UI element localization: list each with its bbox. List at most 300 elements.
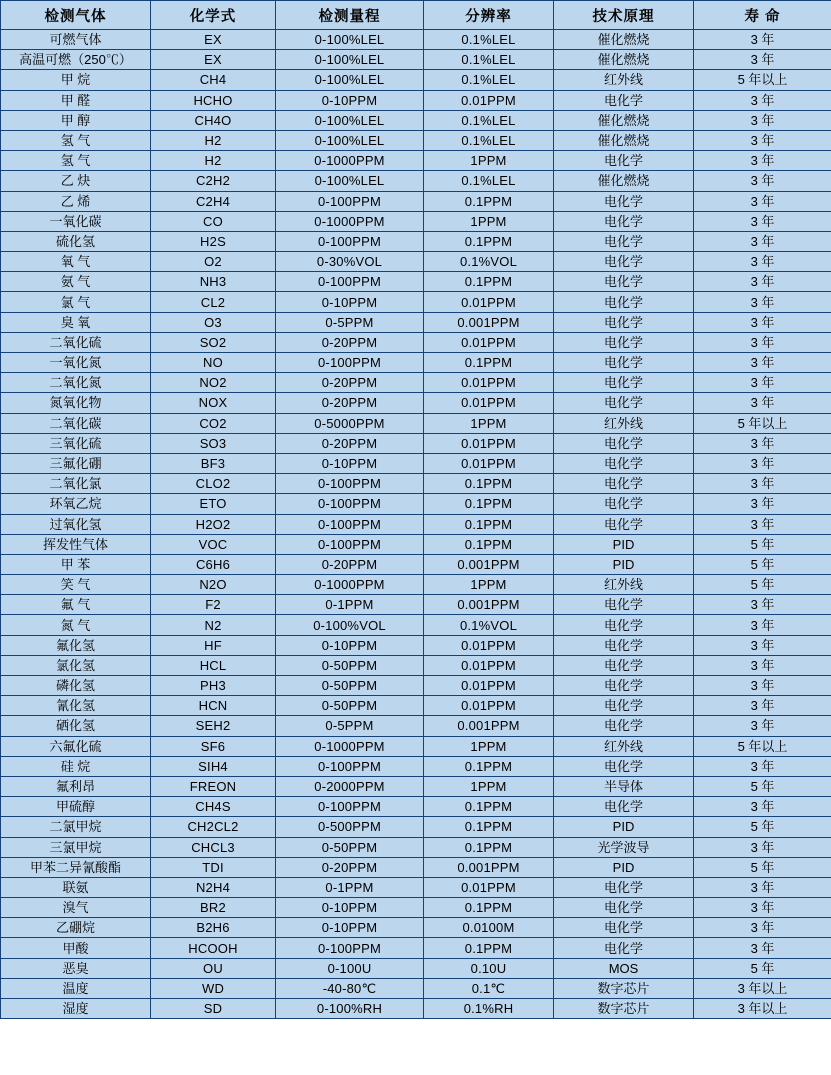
cell-lifetime: 3 年 [694, 191, 831, 211]
cell-lifetime: 3 年 [694, 50, 831, 70]
cell-chemical-formula: SO3 [151, 433, 276, 453]
cell-technical-principle: 电化学 [554, 756, 694, 776]
cell-chemical-formula: TDI [151, 857, 276, 877]
cell-resolution: 0.01PPM [424, 433, 554, 453]
cell-lifetime: 3 年 [694, 332, 831, 352]
cell-technical-principle: 电化学 [554, 514, 694, 534]
cell-resolution: 0.01PPM [424, 676, 554, 696]
cell-gas-name: 氧 气 [1, 252, 151, 272]
cell-resolution: 0.1%LEL [424, 70, 554, 90]
cell-chemical-formula: SEH2 [151, 716, 276, 736]
table-row [1, 292, 831, 312]
cell-lifetime: 3 年以上 [694, 999, 831, 1019]
cell-resolution: 0.1%VOL [424, 252, 554, 272]
cell-chemical-formula: EX [151, 50, 276, 70]
cell-detection-range: 0-100PPM [276, 353, 424, 373]
cell-lifetime: 3 年 [694, 877, 831, 897]
table-row [1, 393, 831, 413]
table-row [1, 797, 831, 817]
cell-gas-name: 甲苯二异氰酸酯 [1, 857, 151, 877]
table-row [1, 857, 831, 877]
cell-gas-name: 一氧化碳 [1, 211, 151, 231]
table-row [1, 312, 831, 332]
cell-gas-name: 乙 炔 [1, 171, 151, 191]
cell-chemical-formula: WD [151, 978, 276, 998]
cell-gas-name: 溴气 [1, 898, 151, 918]
cell-lifetime: 3 年 [694, 312, 831, 332]
cell-resolution: 0.1PPM [424, 514, 554, 534]
cell-technical-principle: 电化学 [554, 474, 694, 494]
cell-lifetime: 3 年 [694, 716, 831, 736]
cell-lifetime: 3 年 [694, 393, 831, 413]
cell-gas-name: 三氯甲烷 [1, 837, 151, 857]
cell-technical-principle: 数字芯片 [554, 999, 694, 1019]
cell-resolution: 0.01PPM [424, 877, 554, 897]
table-row [1, 171, 831, 191]
cell-chemical-formula: CL2 [151, 292, 276, 312]
table-row [1, 534, 831, 554]
cell-detection-range: 0-100U [276, 958, 424, 978]
cell-gas-name: 乙硼烷 [1, 918, 151, 938]
cell-detection-range: 0-100PPM [276, 474, 424, 494]
cell-detection-range: 0-1000PPM [276, 736, 424, 756]
cell-chemical-formula: BR2 [151, 898, 276, 918]
cell-technical-principle: 红外线 [554, 736, 694, 756]
table-row [1, 30, 831, 50]
cell-resolution: 0.1PPM [424, 494, 554, 514]
table-row [1, 938, 831, 958]
cell-detection-range: 0-20PPM [276, 554, 424, 574]
cell-lifetime: 3 年 [694, 595, 831, 615]
table-row [1, 575, 831, 595]
cell-resolution: 1PPM [424, 151, 554, 171]
cell-technical-principle: 电化学 [554, 252, 694, 272]
cell-chemical-formula: NO [151, 353, 276, 373]
cell-lifetime: 5 年以上 [694, 413, 831, 433]
cell-chemical-formula: O3 [151, 312, 276, 332]
cell-detection-range: 0-10PPM [276, 453, 424, 473]
table-row [1, 595, 831, 615]
cell-lifetime: 3 年 [694, 252, 831, 272]
cell-resolution: 0.001PPM [424, 857, 554, 877]
cell-detection-range: 0-10PPM [276, 90, 424, 110]
cell-resolution: 0.10U [424, 958, 554, 978]
cell-gas-name: 二氧化氮 [1, 373, 151, 393]
cell-chemical-formula: PH3 [151, 676, 276, 696]
cell-gas-name: 乙 烯 [1, 191, 151, 211]
cell-resolution: 0.1PPM [424, 898, 554, 918]
cell-lifetime: 3 年 [694, 90, 831, 110]
cell-gas-name: 甲 醛 [1, 90, 151, 110]
table-row [1, 110, 831, 130]
cell-resolution: 1PPM [424, 736, 554, 756]
cell-gas-name: 硒化氢 [1, 716, 151, 736]
cell-gas-name: 氟利昂 [1, 776, 151, 796]
cell-lifetime: 3 年 [694, 292, 831, 312]
cell-detection-range: 0-100%LEL [276, 50, 424, 70]
table-row [1, 50, 831, 70]
cell-detection-range: 0-100PPM [276, 514, 424, 534]
cell-resolution: 0.001PPM [424, 312, 554, 332]
cell-chemical-formula: FREON [151, 776, 276, 796]
cell-detection-range: 0-100PPM [276, 494, 424, 514]
cell-chemical-formula: C2H2 [151, 171, 276, 191]
table-row [1, 655, 831, 675]
cell-resolution: 0.01PPM [424, 373, 554, 393]
cell-chemical-formula: SO2 [151, 332, 276, 352]
table-row [1, 231, 831, 251]
cell-gas-name: 笑 气 [1, 575, 151, 595]
cell-resolution: 0.1%LEL [424, 30, 554, 50]
cell-detection-range: 0-20PPM [276, 857, 424, 877]
cell-chemical-formula: CH4S [151, 797, 276, 817]
cell-chemical-formula: CHCL3 [151, 837, 276, 857]
cell-gas-name: 甲硫醇 [1, 797, 151, 817]
cell-chemical-formula: HCL [151, 655, 276, 675]
cell-lifetime: 3 年 [694, 898, 831, 918]
cell-detection-range: 0-5PPM [276, 716, 424, 736]
cell-chemical-formula: CO [151, 211, 276, 231]
cell-detection-range: 0-100%LEL [276, 171, 424, 191]
table-row [1, 453, 831, 473]
cell-gas-name: 氰化氢 [1, 696, 151, 716]
cell-detection-range: 0-50PPM [276, 655, 424, 675]
table-row [1, 898, 831, 918]
table-body [1, 30, 831, 1019]
cell-chemical-formula: NOX [151, 393, 276, 413]
table-row [1, 413, 831, 433]
cell-resolution: 0.1PPM [424, 231, 554, 251]
column-header-principle: 技术原理 [554, 1, 694, 30]
cell-technical-principle: 电化学 [554, 90, 694, 110]
cell-technical-principle: 电化学 [554, 151, 694, 171]
cell-chemical-formula: EX [151, 30, 276, 50]
cell-lifetime: 3 年 [694, 453, 831, 473]
table-row [1, 494, 831, 514]
cell-technical-principle: 电化学 [554, 494, 694, 514]
cell-technical-principle: 数字芯片 [554, 978, 694, 998]
cell-lifetime: 3 年 [694, 615, 831, 635]
cell-lifetime: 5 年 [694, 817, 831, 837]
cell-technical-principle: 电化学 [554, 332, 694, 352]
cell-gas-name: 高温可燃（250℃） [1, 50, 151, 70]
cell-lifetime: 3 年 [694, 837, 831, 857]
cell-technical-principle: 电化学 [554, 312, 694, 332]
cell-chemical-formula: ETO [151, 494, 276, 514]
cell-resolution: 0.1%LEL [424, 50, 554, 70]
cell-gas-name: 氯化氢 [1, 655, 151, 675]
table-row [1, 373, 831, 393]
cell-technical-principle: 电化学 [554, 373, 694, 393]
column-header-range: 检测量程 [276, 1, 424, 30]
cell-technical-principle: 电化学 [554, 615, 694, 635]
cell-technical-principle: 光学波导 [554, 837, 694, 857]
cell-gas-name: 甲 烷 [1, 70, 151, 90]
cell-detection-range: 0-50PPM [276, 676, 424, 696]
cell-chemical-formula: N2O [151, 575, 276, 595]
cell-chemical-formula: BF3 [151, 453, 276, 473]
cell-gas-name: 环氧乙烷 [1, 494, 151, 514]
table-row [1, 776, 831, 796]
cell-lifetime: 3 年 [694, 655, 831, 675]
cell-chemical-formula: H2 [151, 130, 276, 150]
cell-gas-name: 一氧化氮 [1, 353, 151, 373]
cell-detection-range: 0-20PPM [276, 393, 424, 413]
cell-technical-principle: PID [554, 554, 694, 574]
cell-lifetime: 3 年 [694, 171, 831, 191]
cell-gas-name: 恶臭 [1, 958, 151, 978]
cell-lifetime: 3 年 [694, 474, 831, 494]
table-row [1, 353, 831, 373]
cell-gas-name: 三氟化硼 [1, 453, 151, 473]
cell-resolution: 0.1℃ [424, 978, 554, 998]
cell-technical-principle: 催化燃烧 [554, 50, 694, 70]
cell-gas-name: 氮 气 [1, 615, 151, 635]
cell-gas-name: 过氧化氢 [1, 514, 151, 534]
cell-resolution: 0.01PPM [424, 90, 554, 110]
cell-resolution: 0.1%LEL [424, 130, 554, 150]
table-row [1, 615, 831, 635]
cell-detection-range: 0-100PPM [276, 797, 424, 817]
table-row [1, 676, 831, 696]
cell-technical-principle: 电化学 [554, 696, 694, 716]
table-row [1, 211, 831, 231]
cell-lifetime: 3 年 [694, 514, 831, 534]
cell-technical-principle: 电化学 [554, 211, 694, 231]
cell-resolution: 0.1%RH [424, 999, 554, 1019]
cell-lifetime: 3 年 [694, 635, 831, 655]
table-row [1, 554, 831, 574]
cell-technical-principle: 电化学 [554, 655, 694, 675]
cell-detection-range: 0-50PPM [276, 696, 424, 716]
cell-chemical-formula: SIH4 [151, 756, 276, 776]
cell-detection-range: 0-5PPM [276, 312, 424, 332]
column-header-formula: 化学式 [151, 1, 276, 30]
cell-gas-name: 二氧化硫 [1, 332, 151, 352]
cell-resolution: 0.1PPM [424, 837, 554, 857]
cell-technical-principle: 电化学 [554, 292, 694, 312]
cell-gas-name: 可燃气体 [1, 30, 151, 50]
table-row [1, 70, 831, 90]
cell-technical-principle: MOS [554, 958, 694, 978]
cell-technical-principle: 电化学 [554, 393, 694, 413]
table-row [1, 696, 831, 716]
cell-chemical-formula: C2H4 [151, 191, 276, 211]
cell-lifetime: 3 年 [694, 231, 831, 251]
column-header-lifetime: 寿 命 [694, 1, 831, 30]
cell-resolution: 0.0100M [424, 918, 554, 938]
cell-gas-name: 联氨 [1, 877, 151, 897]
cell-lifetime: 5 年 [694, 857, 831, 877]
cell-technical-principle: 电化学 [554, 453, 694, 473]
cell-detection-range: 0-100%RH [276, 999, 424, 1019]
cell-gas-name: 硫化氢 [1, 231, 151, 251]
cell-resolution: 0.1%LEL [424, 110, 554, 130]
cell-chemical-formula: CH2CL2 [151, 817, 276, 837]
table-row [1, 918, 831, 938]
cell-chemical-formula: VOC [151, 534, 276, 554]
cell-gas-name: 臭 氧 [1, 312, 151, 332]
cell-detection-range: 0-100%LEL [276, 130, 424, 150]
table-row [1, 90, 831, 110]
cell-resolution: 0.1PPM [424, 534, 554, 554]
cell-chemical-formula: NO2 [151, 373, 276, 393]
table-row [1, 191, 831, 211]
cell-gas-name: 二氯甲烷 [1, 817, 151, 837]
table-row [1, 716, 831, 736]
cell-chemical-formula: CH4 [151, 70, 276, 90]
cell-chemical-formula: F2 [151, 595, 276, 615]
cell-chemical-formula: NH3 [151, 272, 276, 292]
cell-technical-principle: 电化学 [554, 898, 694, 918]
cell-resolution: 0.001PPM [424, 554, 554, 574]
cell-detection-range: 0-100PPM [276, 938, 424, 958]
cell-chemical-formula: CO2 [151, 413, 276, 433]
cell-detection-range: 0-100PPM [276, 231, 424, 251]
cell-gas-name: 温度 [1, 978, 151, 998]
cell-lifetime: 5 年 [694, 534, 831, 554]
cell-detection-range: 0-100PPM [276, 191, 424, 211]
cell-lifetime: 3 年 [694, 130, 831, 150]
cell-detection-range: 0-50PPM [276, 837, 424, 857]
cell-technical-principle: 电化学 [554, 877, 694, 897]
cell-technical-principle: 电化学 [554, 191, 694, 211]
cell-technical-principle: PID [554, 534, 694, 554]
cell-lifetime: 3 年 [694, 918, 831, 938]
cell-gas-name: 六氟化硫 [1, 736, 151, 756]
cell-technical-principle: 红外线 [554, 575, 694, 595]
cell-lifetime: 3 年 [694, 353, 831, 373]
cell-technical-principle: 红外线 [554, 413, 694, 433]
table-row [1, 514, 831, 534]
cell-detection-range: -40-80℃ [276, 978, 424, 998]
table-row [1, 252, 831, 272]
cell-lifetime: 3 年 [694, 676, 831, 696]
cell-resolution: 0.001PPM [424, 595, 554, 615]
cell-detection-range: 0-20PPM [276, 433, 424, 453]
cell-technical-principle: 催化燃烧 [554, 30, 694, 50]
table-row [1, 817, 831, 837]
cell-technical-principle: 电化学 [554, 231, 694, 251]
cell-resolution: 0.1%LEL [424, 171, 554, 191]
cell-chemical-formula: O2 [151, 252, 276, 272]
cell-gas-name: 二氧化氯 [1, 474, 151, 494]
cell-gas-name: 湿度 [1, 999, 151, 1019]
column-header-resolution: 分辨率 [424, 1, 554, 30]
cell-lifetime: 3 年 [694, 696, 831, 716]
cell-lifetime: 3 年 [694, 110, 831, 130]
cell-detection-range: 0-20PPM [276, 373, 424, 393]
cell-resolution: 0.01PPM [424, 635, 554, 655]
cell-gas-name: 氟化氢 [1, 635, 151, 655]
cell-lifetime: 3 年 [694, 373, 831, 393]
cell-gas-name: 甲 苯 [1, 554, 151, 574]
cell-detection-range: 0-500PPM [276, 817, 424, 837]
cell-lifetime: 3 年以上 [694, 978, 831, 998]
table-row [1, 877, 831, 897]
cell-technical-principle: 催化燃烧 [554, 110, 694, 130]
table-row [1, 332, 831, 352]
cell-gas-name: 磷化氢 [1, 676, 151, 696]
cell-chemical-formula: H2O2 [151, 514, 276, 534]
cell-technical-principle: PID [554, 817, 694, 837]
cell-technical-principle: 电化学 [554, 716, 694, 736]
cell-resolution: 0.01PPM [424, 655, 554, 675]
cell-resolution: 1PPM [424, 211, 554, 231]
cell-gas-name: 硅 烷 [1, 756, 151, 776]
cell-resolution: 0.1PPM [424, 353, 554, 373]
cell-technical-principle: 电化学 [554, 938, 694, 958]
cell-lifetime: 3 年 [694, 151, 831, 171]
cell-lifetime: 5 年 [694, 554, 831, 574]
cell-detection-range: 0-2000PPM [276, 776, 424, 796]
cell-detection-range: 0-20PPM [276, 332, 424, 352]
cell-chemical-formula: HCHO [151, 90, 276, 110]
cell-resolution: 0.1PPM [424, 938, 554, 958]
cell-chemical-formula: HF [151, 635, 276, 655]
cell-technical-principle: 电化学 [554, 353, 694, 373]
cell-resolution: 0.1PPM [424, 191, 554, 211]
cell-technical-principle: PID [554, 857, 694, 877]
cell-detection-range: 0-100%LEL [276, 110, 424, 130]
cell-technical-principle: 电化学 [554, 797, 694, 817]
cell-technical-principle: 电化学 [554, 595, 694, 615]
table-row [1, 635, 831, 655]
cell-technical-principle: 催化燃烧 [554, 130, 694, 150]
column-header-gas: 检测气体 [1, 1, 151, 30]
cell-chemical-formula: SD [151, 999, 276, 1019]
cell-chemical-formula: CLO2 [151, 474, 276, 494]
cell-lifetime: 3 年 [694, 272, 831, 292]
cell-technical-principle: 电化学 [554, 676, 694, 696]
cell-resolution: 0.01PPM [424, 453, 554, 473]
table-header-row [1, 1, 831, 30]
cell-technical-principle: 电化学 [554, 272, 694, 292]
cell-lifetime: 3 年 [694, 938, 831, 958]
cell-resolution: 0.1PPM [424, 797, 554, 817]
cell-technical-principle: 电化学 [554, 918, 694, 938]
table-row [1, 736, 831, 756]
cell-lifetime: 5 年 [694, 575, 831, 595]
cell-lifetime: 3 年 [694, 797, 831, 817]
cell-gas-name: 氢 气 [1, 151, 151, 171]
cell-chemical-formula: CH4O [151, 110, 276, 130]
cell-lifetime: 5 年 [694, 776, 831, 796]
cell-gas-name: 甲酸 [1, 938, 151, 958]
cell-detection-range: 0-100PPM [276, 534, 424, 554]
table-row [1, 958, 831, 978]
cell-chemical-formula: N2 [151, 615, 276, 635]
cell-lifetime: 3 年 [694, 756, 831, 776]
cell-resolution: 0.001PPM [424, 716, 554, 736]
cell-gas-name: 三氧化硫 [1, 433, 151, 453]
cell-chemical-formula: HCN [151, 696, 276, 716]
cell-chemical-formula: HCOOH [151, 938, 276, 958]
cell-detection-range: 0-100PPM [276, 756, 424, 776]
table-row [1, 756, 831, 776]
cell-detection-range: 0-1PPM [276, 595, 424, 615]
cell-lifetime: 3 年 [694, 30, 831, 50]
cell-gas-name: 氢 气 [1, 130, 151, 150]
cell-resolution: 1PPM [424, 776, 554, 796]
cell-resolution: 0.01PPM [424, 696, 554, 716]
cell-chemical-formula: H2 [151, 151, 276, 171]
table-row [1, 272, 831, 292]
cell-resolution: 0.01PPM [424, 393, 554, 413]
cell-detection-range: 0-100%LEL [276, 30, 424, 50]
cell-technical-principle: 半导体 [554, 776, 694, 796]
cell-resolution: 0.1PPM [424, 272, 554, 292]
